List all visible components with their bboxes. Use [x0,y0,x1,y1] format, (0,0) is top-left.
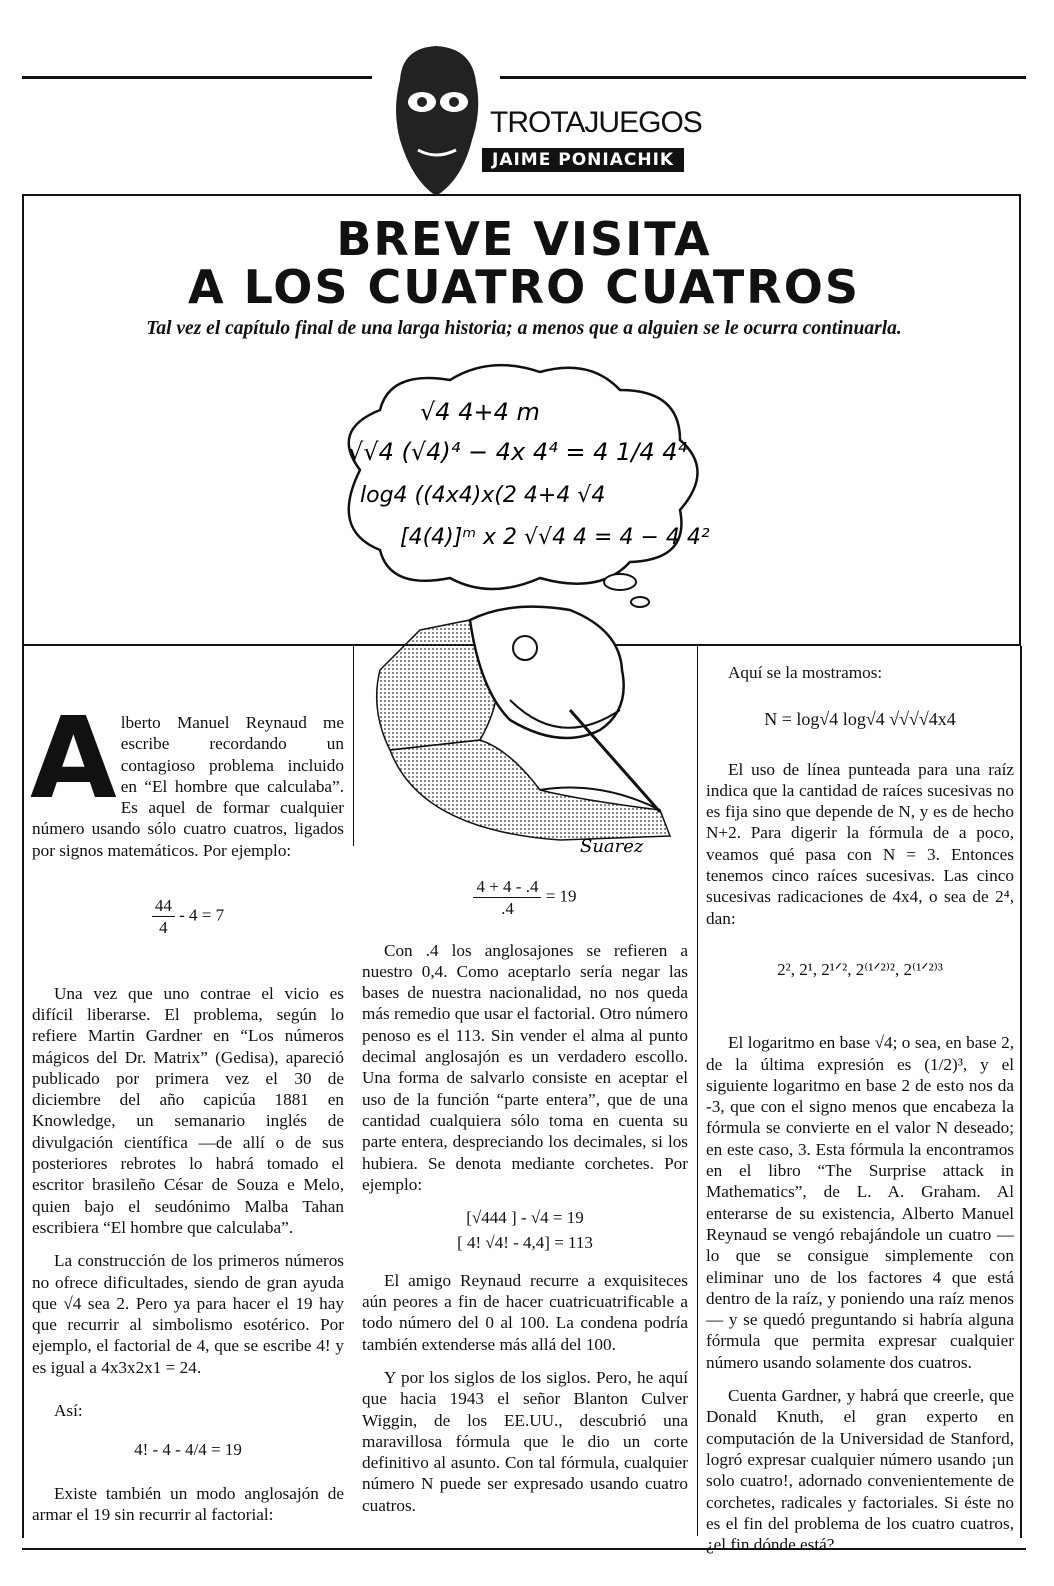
column-divider-left [22,646,24,1538]
col1-paragraph-2: Una vez que uno contrae el vicio es difícil liberarse. El problema, según lo refiere Martin Gardner en “Los números mágicos del Dr. Matrix” (Gedisa), apareció publicado por primera vez el 30 de diciembre del año capicúa 1881 en Knowledge, un semanario inglés de divulgación científica —de allí o de sus posteriores rebrotes lo habrá tomado el escritor brasileño César de Souza e Melo, quien bajo el seudónimo Malba Tahan escribiera “El hombre que calculaba”. [32,983,344,1237]
article-column-2 [362,870,688,1528]
col2-paragraph-3: Y por los siglos de los siglos. Pero, he aquí que hacia 1943 el señor Blanton Culver Wiggin, de los EE.UU., descubrió una maravillosa fórmula que le dio un corte definitivo al asunto. Con tal fórmula, cualquier número N puede ser expresado usando cuatro cuatros. [362,1367,688,1515]
article-title-line1: BREVE VISITA [336,212,712,266]
col3-paragraph-3: El logaritmo en base √4; o sea, en base 2, de la última expresión es (1/2)³, y el siguiente logaritmo en base 2 de esto nos da -3, que con el signo menos que encabeza la fórmula se convierte en el valor N deseado; en este caso, 3. Esta fórmula la encontramos en el libro “The Surprise attack in Mathematics”, de L. A. Graham. Al enterarse de su existencia, Alberto Manuel Reynaud se vengó rebajándole un cuatro —lo que se consigue simplemente con eliminar uno de los factores 4 que está dentro de la raíz, y poniendo una raíz menos— y se quedó preguntando si habría alguna fórmula que permita expresar cualquier número usando solamente dos cuatros. [706,1033,1014,1372]
article-column-3 [706,662,1014,1567]
column-divider-1 [353,646,354,846]
column-divider-2 [697,646,698,1536]
formula-decimal-19: $\frac{4 + 4 - .4}{.4}$ = 19 [362,876,688,920]
col3-paragraph-1: Aquí se la mostramos: [728,663,883,682]
thought-line-3: log4 ((4x4)x(2 4+4 √4 [360,483,606,508]
col1-paragraph-1: lberto Manuel Reynaud me escribe recordando un contagioso problema incluido en “El hombre que calculaba”. Es aquel de formar cualquier número usando sólo cuatro cuatros, ligados por signos matemáticos. Por ejemplo: [32,713,344,860]
illustrator-signature: Suarez [580,836,644,857]
col2-paragraph-2: El amigo Reynaud recurre a exquisiteces aún peores a fin de hacer cuatricuatrificable a todo número del 0 al 100. La condena podría también extenderse más allá del 100. [362,1270,688,1354]
thought-line-2: √√4 (√4)⁴ − 4x 4⁴ = 4 1/4 4⁴ [348,438,688,466]
formula-factorial-19: 4! - 4 - 4/4 = 19 [134,1440,242,1460]
article-column-1 [32,674,344,1537]
author-badge: JAIME PONIACHIK [482,148,684,172]
column-divider-right [1020,646,1022,1538]
col1-paragraph-3: La construcción de los primeros números no ofrece dificultades, siendo de gran ayuda que √4 sea 2. Pero ya para hacer el 19 hay que recurrir al simbolismo esotérico. Por ejemplo, el factorial de 4, que se escribe 4! y es igual a 4x3x2x1 = 24. [32,1251,344,1377]
author-portrait [372,40,500,200]
col1-paragraph-5: Existe también un modo anglosajón de armar el 19 sin recurrir al factorial: [32,1483,344,1524]
section-title: TROTAJUEGOS [490,106,702,139]
col3-paragraph-4: Cuenta Gardner, y habrá que creerle, que Donald Knuth, el gran experto en computación de la Universidad de Stanford, logró expresar cualquier número usando ¡un solo cuatro!, adornado convenientemente de corchetes, radicales y factoriales. Si éste no es el fin del problema de los cuatro cuatros, ¿el fin dónde está? [706,1386,1014,1555]
formula-bracket-113: [ 4! √4! - 4,4] = 113 [457,1233,593,1253]
formula-bracket-19: [√444 ] - √4 = 19 [466,1208,584,1228]
thought-line-1: √4 4+4 m [420,398,540,426]
header-rule [22,76,1026,79]
drop-cap: A [30,694,117,824]
article-subtitle: Tal vez el capítulo final de una larga historia; a menos que a alguien se le ocurra continuarla. [146,318,902,339]
col2-paragraph-1: Con .4 los anglosajones se refieren a nuestro 0,4. Como aceptarlo sería negar las bases de nuestra nacionalidad, no nos queda más remedio que usar el factorial. Otro número penoso es el 113. Sin vender el alma al punto decimal anglosajón es un verdadero escollo. Una forma de salvarlo consiste en aceptar el uso de la función “parte entera”, que de una cantidad cualquiera sólo toma en cuenta su parte entera, despreciando los decimales, si los hubiera. Se denota mediante corchetes. Por ejemplo: [362,940,688,1194]
formula-44-4-7: $\frac{44}{4}$ - 4 = 7 [32,895,344,939]
col3-paragraph-2: El uso de línea punteada para una raíz indica que la cantidad de raíces sucesivas no es fija sino que depende de N, y es de hecho N+2. Para digerir la fórmula de a poco, veamos qué pasa con N = 3. Entonces tenemos cinco raíces sucesivas. Las cinco sucesivas radicaciones de 4x4, o sea de 2⁴, dan: [706,759,1014,928]
formula-wiggin: N = log√4 log√4 √√√√4x4 [764,709,956,730]
article-title-line2: A LOS CUATRO CUATROS [188,260,860,314]
col1-paragraph-4: Así: [54,1401,83,1421]
thought-line-4: [4(4)]ᵐ x 2 √√4 4 = 4 − 4 4² [400,525,710,550]
formula-radications: 2², 2¹, 2¹ᐟ², 2⁽¹ᐟ²⁾², 2⁽¹ᐟ²⁾³ [777,959,943,979]
thinking-man-illustration [360,600,700,860]
thought-cloud-illustration [320,350,720,610]
